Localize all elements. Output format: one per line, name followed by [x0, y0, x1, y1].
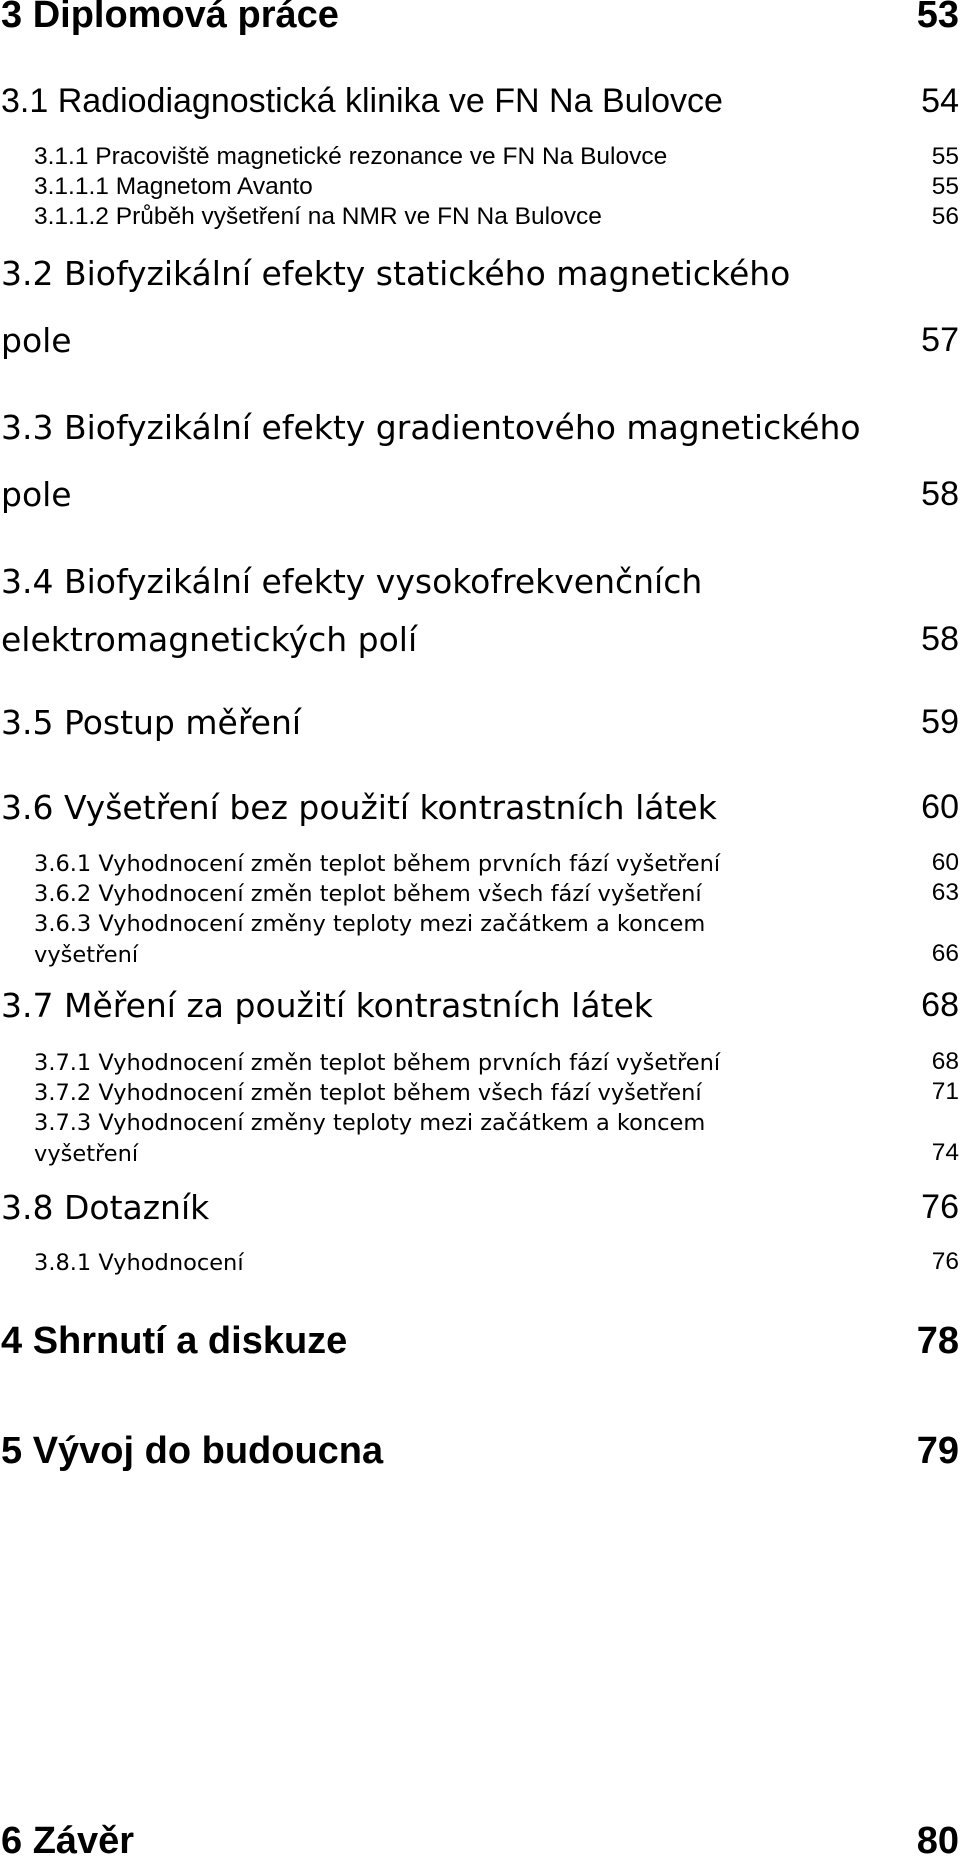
toc-entry-page: 60 [931, 849, 959, 876]
toc-entry-page: 76 [931, 1248, 959, 1275]
toc-entry-page: 76 [921, 1188, 959, 1226]
toc-entry-title: 3.1.1.2 Průběh vyšetření na NMR ve FN Na Bulovce [34, 203, 602, 230]
toc-entry-page: 55 [931, 173, 959, 200]
toc-entry-title: 3.7.1 Vyhodnocení změn teplot během prvních fází vyšetření [34, 1050, 721, 1076]
toc-entry-page: 59 [921, 703, 959, 741]
toc-entry-page: 56 [931, 203, 959, 230]
toc-entry-title: 3.8.1 Vyhodnocení [34, 1250, 244, 1276]
toc-entry-page: 58 [921, 620, 959, 658]
toc-entry-title: 3.1.1.1 Magnetom Avanto [34, 173, 313, 200]
toc-entry-title: 3.6.2 Vyhodnocení změn teplot během všech fází vyšetření [34, 881, 702, 907]
toc-entry-page: 68 [921, 986, 959, 1024]
toc-entry-title: 3.2 Biofyzikální efekty statického magnetického [1, 254, 791, 293]
toc-entry-title: 3.8 Dotazník [1, 1188, 210, 1227]
toc-entry-title: 3.4 Biofyzikální efekty vysokofrekvenčních [1, 562, 703, 601]
toc-entry-title: 3.6 Vyšetření bez použití kontrastních látek [1, 788, 717, 827]
toc-entry-page: 71 [931, 1078, 959, 1105]
toc-entry-title: 3.1.1 Pracoviště magnetické rezonance ve FN Na Bulovce [34, 143, 668, 170]
toc-entry-page: 74 [931, 1139, 959, 1166]
toc-entry-title-continuation: vyšetření [34, 1141, 139, 1167]
toc-entry-page: 68 [931, 1048, 959, 1075]
toc-entry-page: 63 [931, 879, 959, 906]
toc-entry-title: 5 Vývoj do budoucna [1, 1430, 384, 1472]
toc-entry-title: 3.7.3 Vyhodnocení změny teploty mezi začátkem a koncem [34, 1110, 706, 1136]
toc-entry-title: 3.3 Biofyzikální efekty gradientového magnetického [1, 408, 861, 447]
toc-entry-page: 55 [931, 143, 959, 170]
toc-entry-page: 54 [921, 82, 959, 120]
toc-entry-title-continuation: pole [1, 321, 72, 360]
toc-entry-page: 53 [916, 0, 959, 36]
toc-entry-page: 79 [916, 1430, 959, 1472]
toc-entry-title-continuation: pole [1, 475, 72, 514]
toc-entry-page: 60 [921, 788, 959, 826]
toc-entry-page: 58 [921, 475, 959, 513]
toc-entry-title: 3.7.2 Vyhodnocení změn teplot během všech fází vyšetření [34, 1080, 702, 1106]
toc-entry-title: 3.6.3 Vyhodnocení změny teploty mezi začátkem a koncem [34, 911, 706, 937]
toc-entry-title: 6 Závěr [1, 1820, 135, 1862]
toc-entry-title: 3.7 Měření za použití kontrastních látek [1, 986, 653, 1025]
toc-entry-page: 66 [931, 940, 959, 967]
toc-entry-title: 4 Shrnutí a diskuze [1, 1320, 348, 1362]
toc-entry-title: 3.6.1 Vyhodnocení změn teplot během prvních fází vyšetření [34, 851, 721, 877]
toc-entry-page: 80 [916, 1820, 959, 1862]
toc-entry-page: 78 [916, 1320, 959, 1362]
toc-entry-page: 57 [921, 321, 959, 359]
toc-entry-title: 3.5 Postup měření [1, 703, 302, 742]
toc-entry-title-continuation: vyšetření [34, 942, 139, 968]
toc-entry-title: 3.1 Radiodiagnostická klinika ve FN Na Bulovce [1, 82, 723, 120]
toc-entry-title: 3 Diplomová práce [1, 0, 339, 36]
toc-entry-title-continuation: elektromagnetických polí [1, 620, 418, 659]
